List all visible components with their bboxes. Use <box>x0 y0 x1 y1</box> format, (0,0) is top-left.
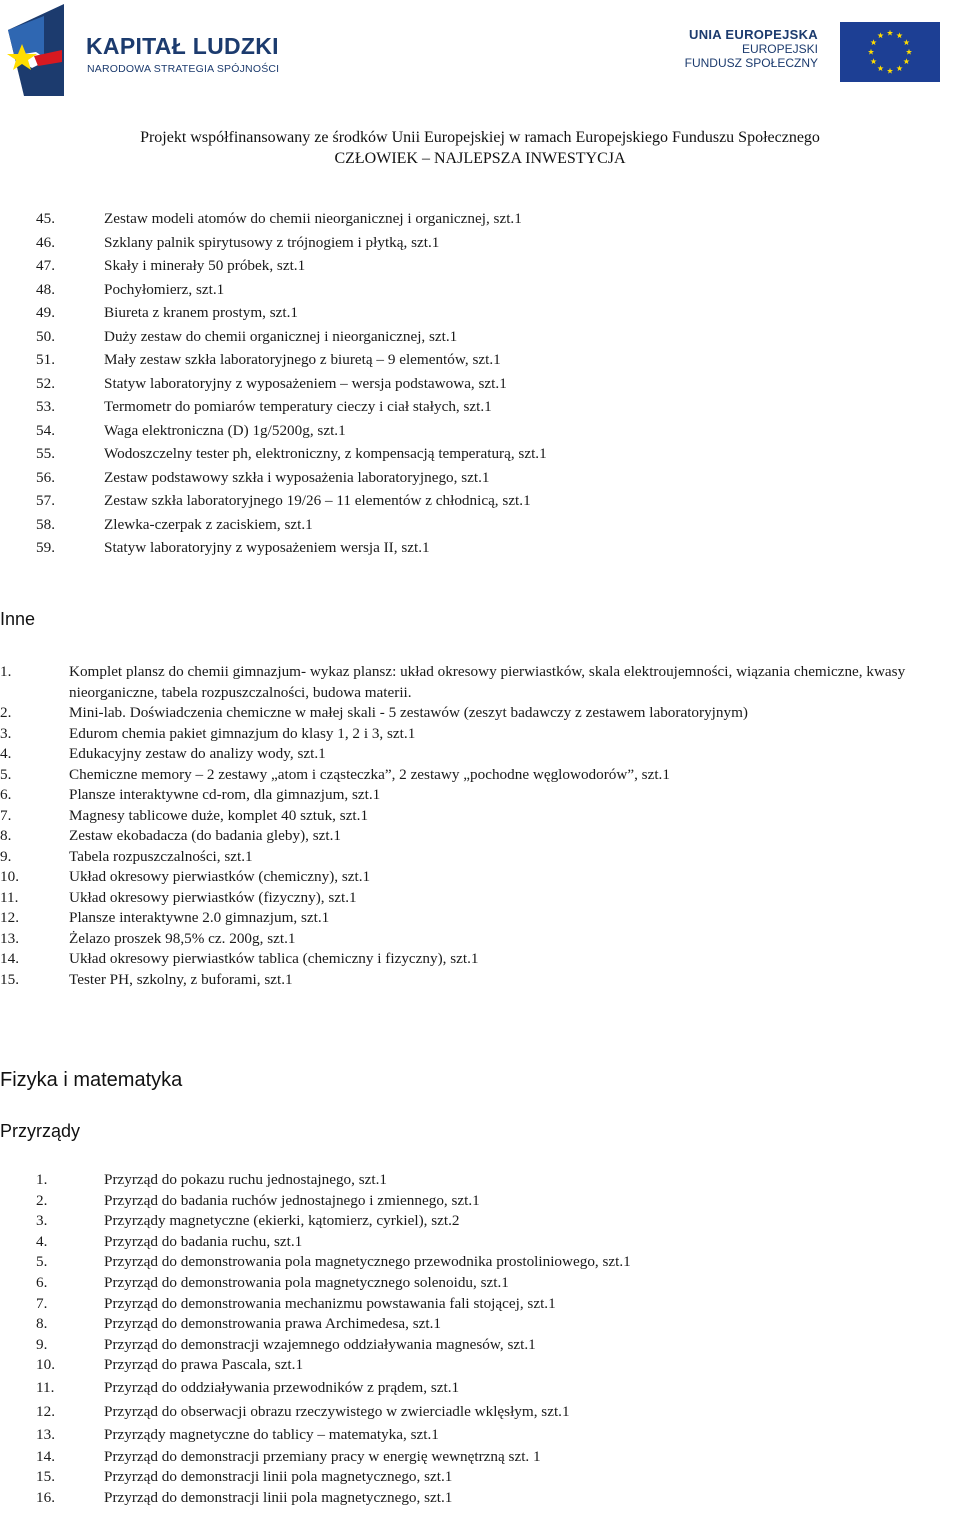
item-text: Mini-lab. Doświadczenia chemiczne w małej skali - 5 zestawów (zeszyt badawczy z zestawem laboratoryjnym) <box>69 704 748 721</box>
item-text: Przyrząd do demonstrowania mechanizmu powstawania fali stojącej, szt.1 <box>104 1294 556 1312</box>
eu-fund-line2: FUNDUSZ SPOŁECZNY <box>684 56 818 70</box>
item-number: 6. <box>0 786 12 803</box>
item-text: Statyw laboratoryjny z wyposażeniem – wersja podstawowa, szt.1 <box>104 374 507 392</box>
item-text: Pochyłomierz, szt.1 <box>104 280 225 298</box>
item-text: Tester PH, szkolny, z buforami, szt.1 <box>69 970 293 988</box>
item-number: 59. <box>36 539 55 556</box>
item-text: Statyw laboratoryjny z wyposażeniem wersja II, szt.1 <box>104 539 430 556</box>
item-text: Duży zestaw do chemii organicznej i nieorganicznej, szt.1 <box>104 327 458 345</box>
item-text: Przyrząd do demonstrowania pola magnetycznego solenoidu, szt.1 <box>104 1273 509 1291</box>
item-text: Zestaw podstawowy szkła i wyposażenia laboratoryjnego, szt.1 <box>104 468 490 486</box>
item-text: Skały i minerały 50 próbek, szt.1 <box>104 257 306 274</box>
item-number: 11. <box>36 1378 55 1396</box>
item-number: 16. <box>36 1488 55 1506</box>
page-header <box>0 0 960 167</box>
item-text: Przyrząd do demonstracji linii pola magnetycznego, szt.1 <box>104 1468 453 1486</box>
item-number: 14. <box>0 950 19 967</box>
item-text: Układ okresowy pierwiastków tablica (chemiczny i fizyczny), szt.1 <box>69 950 479 967</box>
item-text: Plansze interaktywne 2.0 gimnazjum, szt.1 <box>69 909 330 926</box>
item-number: 15. <box>0 970 19 988</box>
item-text: Przyrząd do obserwacji obrazu rzeczywistego w zwierciadle wklęsłym, szt.1 <box>104 1402 570 1420</box>
eu-fund-line1: EUROPEJSKI <box>741 42 818 56</box>
item-number: 3. <box>0 724 12 742</box>
item-text: Przyrząd do demonstracji wzajemnego oddziaływania magnesów, szt.1 <box>104 1335 536 1353</box>
item-number: 49. <box>36 304 55 321</box>
item-number: 7. <box>0 806 12 824</box>
item-text: Przyrząd do oddziaływania przewodników z prądem, szt.1 <box>104 1378 460 1396</box>
item-number: 58. <box>36 515 55 533</box>
item-number: 8. <box>0 827 12 844</box>
item-number: 10. <box>0 868 19 885</box>
item-text: Przyrząd do demonstrowania pola magnetycznego przewodnika prostoliniowego, szt.1 <box>104 1253 631 1271</box>
item-number: 15. <box>36 1468 55 1486</box>
item-text: Przyrządy magnetyczne do tablicy – matematyka, szt.1 <box>104 1426 439 1444</box>
eu-name: UNIA EUROPEJSKA <box>689 27 818 42</box>
item-number: 52. <box>36 374 55 392</box>
item-number: 13. <box>0 929 19 947</box>
item-number: 5. <box>0 765 12 783</box>
eu-flag-icon <box>840 22 940 82</box>
item-text: Zestaw modeli atomów do chemii nieorganicznej i organicznej, szt.1 <box>104 210 522 227</box>
section-heading-physics-math: Fizyka i matematyka <box>0 1069 183 1091</box>
item-text: Magnesy tablicowe duże, komplet 40 sztuk, szt.1 <box>69 806 369 824</box>
item-text: Edukacyjny zestaw do analizy wody, szt.1 <box>69 745 326 762</box>
item-number: 6. <box>36 1273 48 1291</box>
item-number: 9. <box>36 1335 48 1353</box>
item-number: 10. <box>36 1356 55 1374</box>
item-text: Szklany palnik spirytusowy z trójnogiem i płytką, szt.1 <box>104 233 440 251</box>
project-line-2: CZŁOWIEK – NAJLEPSZA INWESTYCJA <box>334 150 626 167</box>
item-text: Wodoszczelny tester ph, elektroniczny, z kompensacją temperaturą, szt.1 <box>104 445 547 462</box>
subsection-heading-instruments: Przyrządy <box>0 1121 81 1141</box>
item-number: 2. <box>0 704 12 721</box>
item-text: Edurom chemia pakiet gimnazjum do klasy 1, 2 i 3, szt.1 <box>69 724 416 742</box>
item-number: 3. <box>36 1212 48 1230</box>
item-text: Przyrząd do prawa Pascala, szt.1 <box>104 1356 304 1374</box>
item-text: Przyrząd do demonstracji przemiany pracy w energię wewnętrzną szt. 1 <box>104 1447 541 1465</box>
item-number: 12. <box>36 1402 55 1420</box>
project-banner <box>0 127 960 169</box>
item-number: 56. <box>36 468 55 486</box>
project-line-1: Projekt współfinansowany ze środków Unii Europejskiej w ramach Europejskiego Funduszu Społecznego <box>140 129 820 146</box>
item-number: 11. <box>0 888 19 906</box>
item-text: Tabela rozpuszczalności, szt.1 <box>69 847 253 865</box>
item-number: 4. <box>0 745 12 762</box>
item-text: Przyrząd do demonstracji linii pola magnetycznego, szt.1 <box>104 1488 453 1506</box>
item-text: Zestaw ekobadacza (do badania gleby), szt.1 <box>69 827 341 844</box>
item-text: Przyrząd do badania ruchu, szt.1 <box>104 1232 303 1250</box>
item-number: 2. <box>36 1191 48 1209</box>
item-number: 53. <box>36 398 55 415</box>
item-number: 13. <box>36 1426 55 1444</box>
logo-title: KAPITAŁ LUDZKI <box>86 33 279 59</box>
item-text: Przyrządy magnetyczne (ekierki, kątomierz, cyrkiel), szt.2 <box>104 1212 460 1230</box>
item-text: Układ okresowy pierwiastków (chemiczny), szt.1 <box>69 868 371 885</box>
item-text: Zestaw szkła laboratoryjnego 19/26 – 11 elementów z chłodnicą, szt.1 <box>104 492 531 509</box>
eu-logo <box>684 22 940 84</box>
item-text: Termometr do pomiarów temperatury cieczy i ciał stałych, szt.1 <box>104 398 492 415</box>
item-number: 47. <box>36 257 55 274</box>
item-text: Komplet plansz do chemii gimnazjum- wykaz plansz: układ okresowy pierwiastków, skala elektroujemności, wiązania chemiczne, kwasy nieorganiczne, tabela rozpuszczalności, budowa materii. <box>69 663 906 701</box>
item-number: 1. <box>0 663 12 680</box>
section-heading-inne: Inne <box>0 609 36 629</box>
item-number: 4. <box>36 1232 48 1250</box>
item-number: 1. <box>36 1171 48 1188</box>
item-text: Przyrząd do demonstrowania prawa Archimedesa, szt.1 <box>104 1315 441 1333</box>
item-number: 8. <box>36 1315 48 1333</box>
item-number: 55. <box>36 445 55 462</box>
item-number: 57. <box>36 492 55 509</box>
item-text: Zlewka-czerpak z zaciskiem, szt.1 <box>104 515 313 533</box>
item-number: 5. <box>36 1253 48 1271</box>
item-number: 50. <box>36 327 55 345</box>
logo-subtitle: NARODOWA STRATEGIA SPÓJNOŚCI <box>87 63 280 75</box>
item-number: 9. <box>0 847 12 865</box>
item-number: 12. <box>0 909 19 926</box>
item-text: Mały zestaw szkła laboratoryjnego z biuretą – 9 elementów, szt.1 <box>104 351 501 368</box>
item-number: 45. <box>36 210 55 227</box>
item-text: Waga elektroniczna (D) 1g/5200g, szt.1 <box>104 421 346 439</box>
item-number: 54. <box>36 421 55 439</box>
item-text: Żelazo proszek 98,5% cz. 200g, szt.1 <box>69 929 296 947</box>
item-text: Układ okresowy pierwiastków (fizyczny), szt.1 <box>69 888 357 906</box>
item-number: 7. <box>36 1294 48 1312</box>
item-number: 51. <box>36 351 55 368</box>
item-number: 14. <box>36 1447 55 1465</box>
item-text: Plansze interaktywne cd-rom, dla gimnazjum, szt.1 <box>69 786 381 803</box>
item-number: 48. <box>36 280 55 298</box>
item-text: Chemiczne memory – 2 zestawy „atom i cząsteczka”, 2 zestawy „pochodne węglowodorów”, szt.1 <box>69 765 670 783</box>
item-text: Przyrząd do pokazu ruchu jednostajnego, szt.1 <box>104 1171 387 1188</box>
item-text: Przyrząd do badania ruchów jednostajnego i zmiennego, szt.1 <box>104 1191 480 1209</box>
item-number: 46. <box>36 233 55 251</box>
item-text: Biureta z kranem prostym, szt.1 <box>104 304 299 321</box>
